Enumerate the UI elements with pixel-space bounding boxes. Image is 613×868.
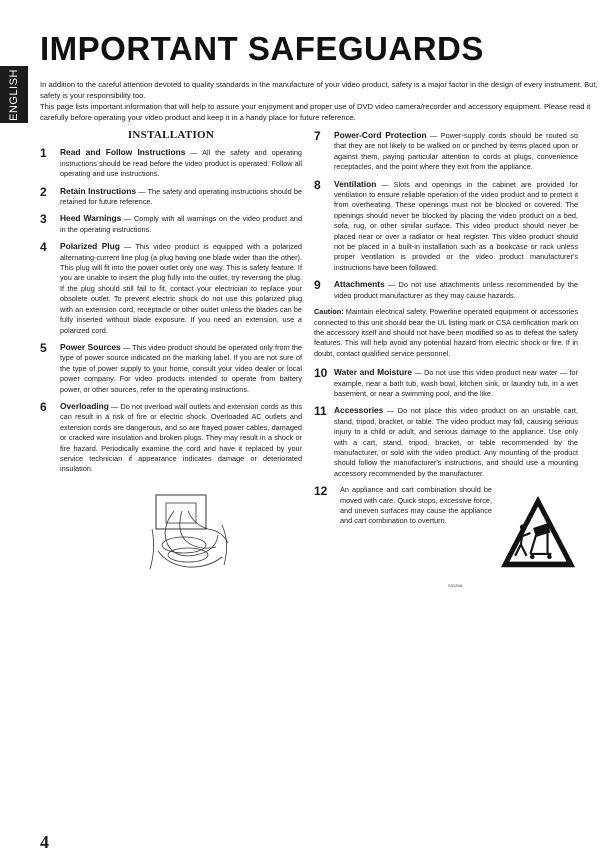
item-number: 9 xyxy=(314,278,321,293)
item-body xyxy=(334,405,578,479)
caution-text: Maintain electrical safety. Powerline operated equipment or accessories connected to this unit should bear the UL listing mark or CSA certification mark on the accessory itself and should not have been modified so as to defeat the safety features. This will help avoid any potential hazard from electric shock or fire. If in doubt, contact qualified service personnel. xyxy=(314,307,578,358)
safeguard-item xyxy=(314,130,578,173)
item-number: 6 xyxy=(40,399,47,414)
item-text: — Do not use attachments unless recommended by the video product manufacturer as they may cause hazards. xyxy=(334,280,578,300)
safeguard-item xyxy=(40,186,302,208)
item-body xyxy=(60,213,302,235)
item-heading: Read and Follow Instructions xyxy=(60,147,186,158)
safeguard-item xyxy=(40,342,302,395)
safeguard-item xyxy=(40,213,302,235)
item-number: 1 xyxy=(40,146,47,161)
item-body xyxy=(60,186,302,208)
item-text: — Do not use this video product near water — for example, near a bath tub, wash bowl, kitchen sink, or laundry tub, in a wet basement, or near a swimming pool, and the like. xyxy=(334,368,578,398)
item-text: — The safety and operating instructions should be retained for future reference. xyxy=(60,186,302,207)
item-heading: Polarized Plug xyxy=(60,241,120,252)
item-number: 7 xyxy=(314,129,321,143)
item-number: 11 xyxy=(314,404,327,419)
item-text: — This video product should be operated only from the type of power source indicated on the marking label. If you are not sure of the type of power supply to your home, consult your video dealer or local power company. For video products intended to operate from battery power, or other sources, refer to the operating instructions. xyxy=(60,342,302,394)
item-heading: Water and Moisture xyxy=(334,367,413,378)
right-column xyxy=(314,130,578,592)
item-body xyxy=(60,401,302,475)
intro-paragraph: This page lists important information that will help to assure your enjoyment and proper use of DVD video camera/recorder and accessory equipment. Please read it carefully before operating your video product and keep it in a handy place for future reference. xyxy=(40,102,591,122)
caution-label: Caution: xyxy=(314,307,344,317)
language-tab-label: ENGLISH xyxy=(8,68,20,121)
item-text: — Comply with all warnings on the video product and in the operating instructions. xyxy=(60,214,303,234)
item-body xyxy=(60,342,302,395)
left-column xyxy=(40,130,302,582)
item-body xyxy=(334,179,578,274)
item-number: 5 xyxy=(40,340,47,355)
page-number: 4 xyxy=(40,832,49,852)
item-heading: Accessories xyxy=(334,405,384,416)
item-heading: Overloading xyxy=(60,400,109,411)
item-number: 12 xyxy=(314,484,328,499)
intro-paragraph: In addition to the careful attention devoted to quality standards in the manufacture of your video product, safety is a major factor in the design of every instrument. But, safety is your responsibility too. xyxy=(40,80,598,100)
item-heading: Retain Instructions xyxy=(60,185,137,196)
language-tab xyxy=(0,66,28,123)
item-number: 2 xyxy=(40,184,47,199)
item-text: — Power-supply cords should be routed so that they are not likely to be walked on or pinched by items placed upon or against them, paying particular attention to cords at plugs, convenience receptacles, and the point where they exit from the appliance. xyxy=(334,131,578,172)
item-heading: Ventilation xyxy=(334,178,377,189)
item-body xyxy=(340,485,492,575)
item-text: — Do not place this video product on an unstable cart, stand, tripod, bracket, or table. The video product may fall, causing serious injury to a child or adult, and serious damage to the appliance. Use only with a cart, stand, tripod, bracket, or table recommended by the manufacturer, or sold with the video product. Any mounting of the product should follow the manufacturer's instructions, and should use a mounting accessory recommended by the manufacturer. xyxy=(334,406,578,478)
section-heading: INSTALLATION xyxy=(127,129,215,141)
item-text: — This video product is equipped with a polarized alternating-current line plug (a plug having one blade wider than the other). This plug will fit into the power outlet only one way. This is safety feature. If you are unable to insert the plug fully into the outlet, try reversing the plug. If the plug should still fail to fit, contact your electrician to replace your obsolete outlet. To prevent electric shock do not use this polarized plug with an extension cord, receptacle or other outlet unless the blades can be fully inserted without blade exposure. If you need an extension, use a polarized cord. xyxy=(60,242,302,335)
item-number: 10 xyxy=(314,366,328,381)
item-body xyxy=(334,367,578,399)
item-number: 4 xyxy=(40,240,47,255)
figure-code: S3125A xyxy=(448,583,463,589)
safeguard-item xyxy=(314,405,578,479)
caution-note xyxy=(314,307,578,359)
item-text: — Do not overload wall outlets and extension cords as this can result in a risk of fire or electric shock. Overloaded AC outlets and extension cords are dangerous, and so are frayed power cables, damaged or cracked wire insulation and broken plugs. They may result in a shock or fire hazard. Periodically examine the cord and have it replaced by your service technician if appearance indicates damage or deteriorated insulation. xyxy=(60,401,302,474)
item-body xyxy=(334,130,578,173)
item-number: 8 xyxy=(314,177,321,192)
intro xyxy=(40,79,600,123)
item-body xyxy=(334,279,578,301)
safeguard-item xyxy=(314,367,578,399)
safeguard-item xyxy=(314,485,578,575)
safeguard-item xyxy=(314,179,578,274)
item-text: An appliance and cart combination should be moved with care. Quick stops, excessive force, and uneven surfaces may cause the appliance and cart combination to overturn. xyxy=(340,485,492,526)
item-number: 3 xyxy=(40,212,47,227)
overloaded-outlet-illustration xyxy=(144,489,240,579)
item-heading: Heed Warnings xyxy=(60,213,122,224)
safeguard-item xyxy=(40,241,302,336)
item-heading: Power-Cord Protection xyxy=(334,130,427,140)
item-heading: Attachments xyxy=(334,279,385,290)
safeguard-item xyxy=(40,147,302,179)
page-title: IMPORTANT SAFEGUARDS xyxy=(40,30,484,67)
safeguard-item xyxy=(314,279,578,301)
item-text: — Slots and openings in the cabinet are provided for ventilation to ensure reliable operation of the video product and to protect it from overheating. These openings must not be blocked or covered. The openings should never be blocked by placing the video product on a bed, sofa, rug, or other similar surface. This video product should never be placed near or over a radiator or heat register. This video product should not be placed in a built-in installation such as a bookcase or rack unless proper ventilation is provided or the video product manufacturer's instructions have been followed. xyxy=(334,179,578,272)
item-body xyxy=(60,147,302,179)
item-body xyxy=(60,241,302,336)
cart-warning-icon xyxy=(498,491,578,575)
item-text: — All the safety and operating instructions should be read before the video product is operated. Follow all operating and use instructions. xyxy=(60,148,302,179)
safeguard-item xyxy=(40,401,302,475)
item-heading: Power Sources xyxy=(60,341,121,352)
